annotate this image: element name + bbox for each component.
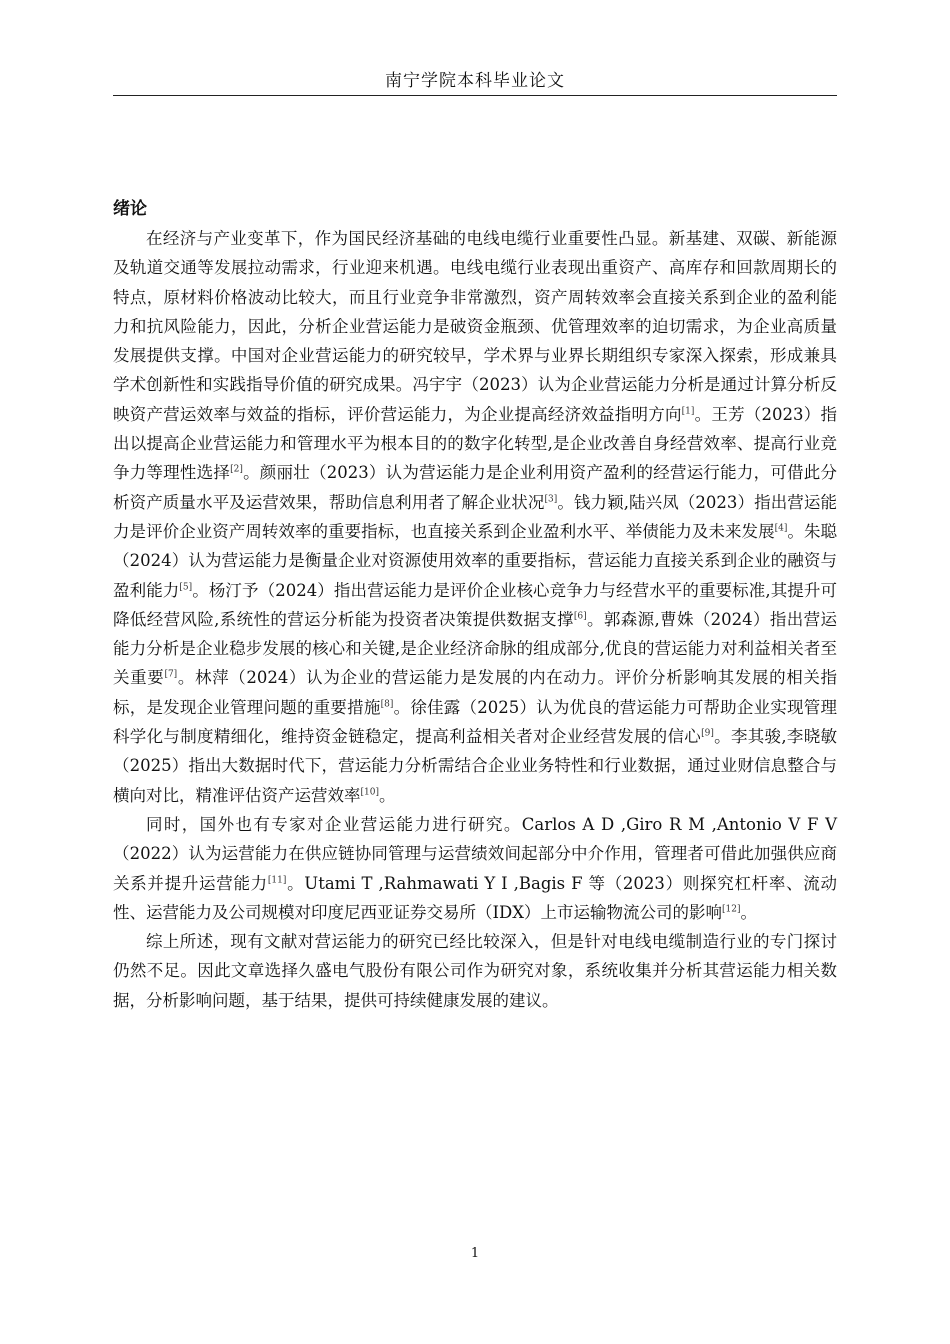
citation-marker: [8] [380, 699, 394, 710]
body-paragraph [113, 224, 837, 810]
citation-marker: [3] [544, 494, 558, 505]
citation-marker: [6] [573, 611, 587, 622]
paragraph-text: 在经济与产业变革下，作为国民经济基础的电线电缆行业重要性凸显。新基建、双碳、新能源及轨道交通等发展拉动需求，行业迎来机遇。电线电缆行业表现出重资产、高库存和回款周期长的特点，原材料价格波动比较大，而且行业竞争非常激烈，资产周转效率会直接关系到企业的盈利能力和抗风险能力，因此，分析企业营运能力是破资金瓶颈、优管理效率的迫切需求，为企业高质量发展提供支撑。中国对企业营运能力的研究较早，学术界与业界长期组织专家深入探索，形成兼具学术创新性和实践指导价值的研究成果。冯宇宇（2023）认为企业营运能力分析是通过计算分析反映资产营运效率与效益的指标，评价营运能力，为企业提高经济效益指明方向 [113, 229, 837, 424]
paragraph-text: 。 [378, 785, 396, 805]
citation-marker: [10] [360, 787, 379, 798]
section-heading: 绪论 [113, 199, 147, 219]
paragraph-text: 。李其骏,李晓敏（2025）指出大数据时代下，营运能力分析需结合企业业务特性和行业数据，通过业财信息整合与横向对比，精准评估资产运营效率 [113, 727, 838, 805]
citation-marker: [7] [164, 669, 178, 680]
paragraph-text: 。林萍（2024）认为企业的营运能力是发展的内在动力。评价分析影响其发展的相关指标，是发现企业管理问题的重要措施 [113, 668, 837, 717]
citation-marker: [9] [701, 728, 714, 739]
paragraph-text: 。Utami T ,Rahmawati Y I ,Bagis F 等（2023）则探究杠杆率、流动性、运营能力及公司规模对印度尼西亚证券交易所（IDX）上市运输物流公司的影响 [113, 873, 838, 922]
citation-marker: [1] [681, 406, 695, 417]
paragraph-text: 同时，国外也有专家对企业营运能力进行研究。Carlos A D ,Giro R M ,Antonio V F V（2022）认为运营能力在供应链协同管理与运营绩效间起部分中介作用，管理者可借此加强供应商关系并提升运营能力 [113, 814, 837, 893]
citation-marker: [4] [774, 523, 788, 534]
body-paragraph [113, 927, 837, 1015]
citation-marker: [2] [230, 464, 243, 475]
paragraph-text: 。杨汀予（2024）指出营运能力是评价企业核心竞争力与经营水平的重要标准,其提升可降低经营风险,系统性的营运分析能为投资者决策提供数据支撑 [113, 580, 837, 629]
paragraph-text: 。颜丽壮（2023）认为营运能力是企业利用资产盈利的经营运行能力，可借此分析资产质量水平及运营效果，帮助信息利用者了解企业状况 [113, 463, 838, 512]
paragraph-text: 。钱力颖,陆兴凤（2023）指出营运能力是评价企业资产周转效率的重要指标，也直接关系到企业盈利水平、举债能力及未来发展 [113, 492, 837, 541]
body-paragraph [113, 810, 837, 927]
page-number: 1 [470, 1246, 480, 1261]
paragraph-text: 。郭森源,曹姝（2024）指出营运能力分析是企业稳步发展的核心和关键,是企业经济命脉的组成部分,优良的营运能力对利益相关者至关重要 [113, 609, 837, 688]
paragraph-text: 。王芳（2023）指出以提高企业营运能力和管理水平为根本目的的数字化转型,是企业改善自身经营效率、提高行业竞争力等理性选择 [113, 404, 837, 483]
citation-marker: [5] [179, 582, 193, 593]
citation-marker: [11] [267, 875, 287, 886]
page-body [113, 194, 837, 1015]
running-header: 南宁学院本科毕业论文 [385, 71, 565, 91]
header-divider [113, 95, 837, 96]
paragraph-text: 综上所述，现有文献对营运能力的研究已经比较深入，但是针对电线电缆制造行业的专门探讨仍然不足。因此文章选择久盛电气股份有限公司作为研究对象，系统收集并分析其营运能力相关数据，分析影响问题，基于结果，提供可持续健康发展的建议。 [113, 932, 837, 1010]
paragraph-text: 。朱聪（2024）认为营运能力是衡量企业对资源使用效率的重要指标，营运能力直接关系到企业的融资与盈利能力 [113, 521, 838, 600]
paragraph-container [113, 224, 837, 1015]
paragraph-text: 。徐佳露（2025）认为优良的营运能力可帮助企业实现管理科学化与制度精细化，维持资金链稳定，提高利益相关者对企业经营发展的信心 [113, 697, 838, 747]
paragraph-text: 。 [740, 902, 757, 922]
citation-marker: [12] [722, 904, 741, 915]
